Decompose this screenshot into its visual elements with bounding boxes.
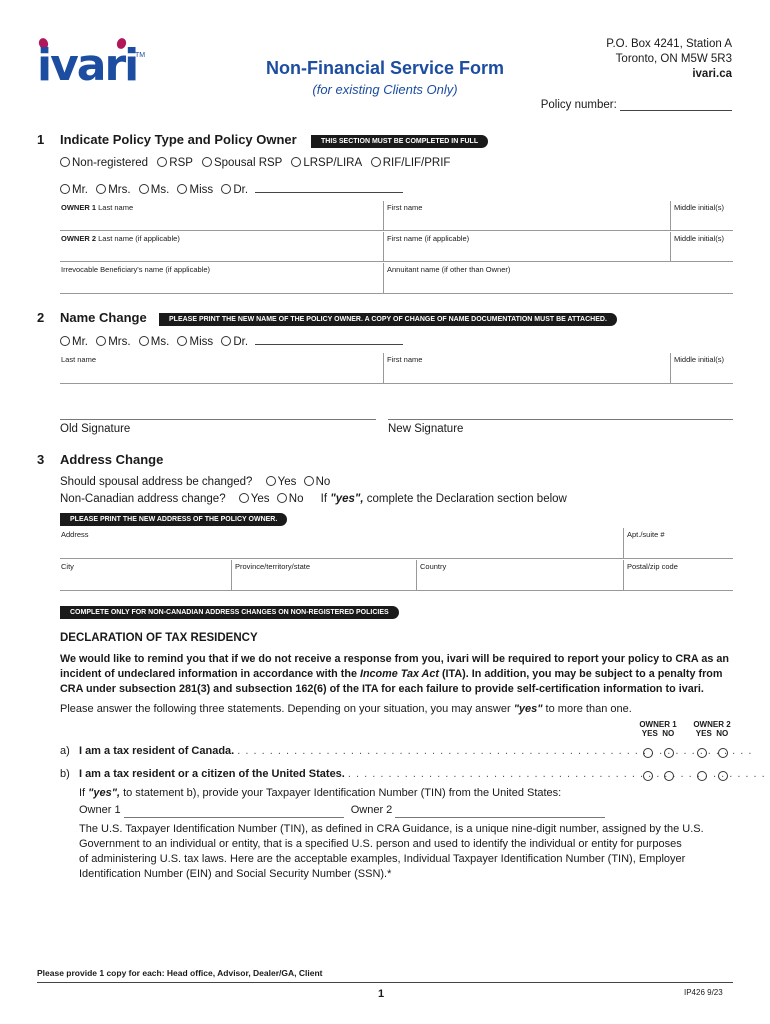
declaration-instruction	[60, 702, 632, 717]
option-label: Spousal RSP	[213, 157, 283, 169]
section2-number: 2	[37, 310, 45, 325]
owner2-row	[60, 232, 733, 262]
owner2-tin-input[interactable]	[395, 806, 605, 818]
field-label: Last name (if applicable)	[98, 234, 180, 243]
owner2-tin-label: Owner 2	[350, 804, 393, 816]
radio-ms[interactable]	[139, 336, 149, 346]
text-emphasis: "yes",	[88, 787, 121, 799]
text: (ITA). In addition, you may be subject to a penalty from	[438, 668, 723, 680]
radio-mrs[interactable]	[96, 184, 106, 194]
salutation-options-2	[60, 334, 403, 348]
new-middle-field[interactable]	[670, 353, 733, 383]
declaration-title: DECLARATION OF TAX RESIDENCY	[60, 632, 258, 644]
policy-type-options	[60, 157, 450, 169]
text: to statement b), provide your Taxpayer Identification Number (TIN) from the United States:	[120, 787, 562, 799]
text: to more than one.	[542, 703, 632, 715]
statement-label: a)	[60, 745, 70, 757]
tin-fields	[79, 803, 605, 818]
field-label: Irrevocable Beneficiary's name (if applicable)	[61, 265, 211, 274]
city-row	[60, 560, 733, 591]
section3-number: 3	[37, 452, 45, 467]
owner1-middle-field[interactable]	[670, 201, 733, 230]
option-label: RIF/LIF/PRIF	[382, 157, 451, 169]
mailing-address	[606, 37, 732, 82]
dr-other-input[interactable]	[255, 334, 403, 345]
owner1-column-header	[638, 720, 678, 738]
radio-b-owner1-no[interactable]	[664, 771, 674, 781]
field-label: Last name	[61, 355, 97, 364]
radio-b-owner1-yes[interactable]	[643, 771, 653, 781]
field-label: First name	[387, 203, 423, 212]
option-label: Miss	[189, 336, 214, 348]
address-field[interactable]	[60, 528, 623, 558]
owner2-header: OWNER 2	[693, 720, 731, 729]
option-label: Ms.	[150, 336, 170, 348]
owner2-last-name-field[interactable]	[60, 232, 383, 261]
field-label: First name (if applicable)	[387, 234, 470, 243]
owner1-header: OWNER 1	[639, 720, 677, 729]
option-label: Miss	[189, 184, 214, 196]
annuitant-field[interactable]	[383, 263, 733, 293]
address-line2: Toronto, ON M5W 5R3	[615, 53, 732, 65]
owner2-middle-field[interactable]	[670, 232, 733, 261]
field-label: Last name	[98, 203, 134, 212]
text: If	[79, 787, 89, 799]
owner2-label: OWNER 2	[61, 234, 97, 243]
new-name-row	[60, 353, 733, 384]
field-label: Annuitant name (if other than Owner)	[387, 265, 511, 274]
owner2-first-name-field[interactable]	[383, 232, 670, 261]
instruction-emphasis: "yes",	[330, 493, 364, 505]
ivari-logo	[37, 38, 147, 91]
tin-line: Identification Number (EIN) and Social Security Number (SSN).*	[79, 868, 392, 880]
owner1-tin-input[interactable]	[124, 806, 344, 818]
new-last-name-field[interactable]	[60, 353, 383, 383]
radio-ms[interactable]	[139, 184, 149, 194]
dot-leader: . . . . . . . . . . . . . . . . . . . . . . . . . . . . . . . . . . . . . . . . . . . . . . . . . . . . . . . . . . . . . . . .	[237, 745, 753, 757]
tin-instruction	[79, 786, 561, 801]
field-label: Country	[420, 562, 447, 571]
radio-noncan-no[interactable]	[277, 493, 287, 503]
field-label: First name	[387, 355, 423, 364]
radio-mr[interactable]	[60, 184, 70, 194]
radio-spousal-yes[interactable]	[266, 476, 276, 486]
form-subtitle: (for existing Clients Only)	[312, 82, 458, 97]
address-badge: PLEASE PRINT THE NEW ADDRESS OF THE POLICY OWNER.	[60, 513, 287, 526]
statement-b-radios	[643, 767, 730, 785]
address-row	[60, 528, 733, 559]
option-label: No	[315, 476, 331, 488]
option-label: Mr.	[72, 336, 88, 348]
radio-mr[interactable]	[60, 336, 70, 346]
new-first-name-field[interactable]	[383, 353, 670, 383]
owner1-last-name-field[interactable]	[60, 201, 383, 230]
section1-title: Indicate Policy Type and Policy Owner	[60, 132, 297, 147]
option-label: Mr.	[72, 184, 88, 196]
website: ivari.ca	[692, 68, 732, 80]
reminder-line: We would like to remind you that if we do not receive a response from you, ivari will be required to report your policy to CRA as an	[60, 653, 729, 665]
no-header: NO	[716, 729, 729, 738]
radio-dr[interactable]	[221, 184, 231, 194]
noncanadian-badge: COMPLETE ONLY FOR NON-CANADIAN ADDRESS CHANGES ON NON-REGISTERED POLICIES	[60, 606, 399, 619]
radio-spousal-rsp[interactable]	[202, 157, 212, 167]
policy-number-label: Policy number:	[540, 99, 617, 111]
radio-non-registered[interactable]	[60, 157, 70, 167]
radio-spousal-no[interactable]	[304, 476, 314, 486]
declaration-reminder	[60, 652, 740, 697]
beneficiary-field[interactable]	[60, 263, 383, 293]
radio-a-owner1-no[interactable]	[664, 748, 674, 758]
policy-number-field[interactable]	[541, 99, 732, 111]
section1-number: 1	[37, 132, 45, 147]
old-signature-label: Old Signature	[60, 423, 131, 435]
old-signature-line[interactable]	[60, 419, 376, 420]
field-label: Apt./suite #	[627, 530, 665, 539]
radio-rif-lif-prif[interactable]	[371, 157, 381, 167]
tin-line: Government to an individual or entity, that is a specified U.S. person and used to identify the individual or entity for purposes	[79, 838, 682, 850]
field-label: Middle initial(s)	[674, 203, 725, 212]
footer-rule	[37, 982, 733, 983]
question-label: Non-Canadian address change?	[60, 493, 226, 505]
page-number: 1	[378, 988, 385, 1000]
statement-b	[60, 768, 766, 780]
radio-dr[interactable]	[221, 336, 231, 346]
option-label: Ms.	[150, 184, 170, 196]
postal-field[interactable]	[623, 560, 733, 590]
form-code: IP426 9/23	[684, 988, 723, 997]
logo-text: ivari	[37, 40, 138, 91]
logo-trademark: TM	[135, 52, 146, 59]
yes-header: YES	[695, 729, 712, 738]
tin-line: of administering U.S. tax laws. Here are the acceptable examples, Individual Taxpayer Identification Number (TIN), Employer	[79, 853, 686, 865]
instruction-text: complete the Declaration section below	[363, 493, 567, 505]
statement-label: b)	[60, 768, 70, 780]
text: incident of undeclared information in accordance with the	[60, 668, 360, 680]
policy-number-input[interactable]	[620, 99, 732, 111]
field-label: Middle initial(s)	[674, 355, 725, 364]
section2-badge: PLEASE PRINT THE NEW NAME OF THE POLICY OWNER. A COPY OF CHANGE OF NAME DOCUMENTATION MUST BE ATTACHED.	[159, 313, 617, 326]
dr-other-input[interactable]	[255, 182, 403, 193]
section2-title: Name Change	[60, 310, 147, 325]
radio-a-owner2-yes[interactable]	[697, 748, 707, 758]
field-label: Province/territory/state	[235, 562, 311, 571]
radio-noncan-yes[interactable]	[239, 493, 249, 503]
noncanadian-question	[60, 493, 567, 505]
dot-leader: . . . . . . . . . . . . . . . . . . . . . . . . . . . . . . . . . . . . . . . . . . . . . . . . . . . .	[347, 768, 766, 780]
option-label: Non-registered	[72, 157, 149, 169]
section1-badge: THIS SECTION MUST BE COMPLETED IN FULL	[311, 135, 488, 148]
tin-explanation	[79, 822, 704, 882]
province-field[interactable]	[231, 560, 416, 590]
form-title: Non-Financial Service Form	[265, 58, 505, 78]
owner1-tin-label: Owner 1	[79, 804, 121, 816]
owner2-column-header	[692, 720, 732, 738]
city-field[interactable]	[60, 560, 231, 590]
option-label: Yes	[277, 476, 297, 488]
question-label: Should spousal address be changed?	[60, 476, 253, 488]
reminder-line	[60, 667, 740, 682]
radio-a-owner1-yes[interactable]	[643, 748, 653, 758]
radio-a-owner2-no[interactable]	[718, 748, 728, 758]
option-label: RSP	[169, 157, 193, 169]
beneficiary-row	[60, 263, 733, 294]
option-label: No	[288, 493, 304, 505]
radio-mrs[interactable]	[96, 336, 106, 346]
new-signature-line[interactable]	[388, 419, 733, 420]
owner1-first-name-field[interactable]	[383, 201, 670, 230]
option-label: Dr.	[233, 336, 249, 348]
apt-field[interactable]	[623, 528, 733, 558]
salutation-options-1	[60, 182, 403, 196]
field-label: City	[61, 562, 74, 571]
option-label: Dr.	[233, 184, 249, 196]
owner1-row	[60, 201, 733, 231]
field-label: Address	[61, 530, 89, 539]
field-label: Postal/zip code	[627, 562, 678, 571]
text-emphasis: "yes"	[513, 703, 543, 715]
field-label: Middle initial(s)	[674, 234, 725, 243]
text: Please answer the following three statements. Depending on your situation, you may answer	[60, 703, 514, 715]
radio-rsp[interactable]	[157, 157, 167, 167]
no-header: NO	[662, 729, 675, 738]
section3-title: Address Change	[60, 452, 164, 467]
copies-note: Please provide 1 copy for each: Head office, Advisor, Dealer/GA, Client	[37, 968, 323, 978]
reminder-line: CRA under subsection 281(3) and subsection 162(6) of the ITA for each failure to provide self-certification information to ivari.	[60, 683, 704, 695]
address-line1: P.O. Box 4241, Station A	[606, 38, 732, 50]
country-field[interactable]	[416, 560, 623, 590]
option-label: Mrs.	[108, 336, 131, 348]
instruction-text: If	[320, 493, 331, 505]
option-label: LRSP/LIRA	[303, 157, 362, 169]
new-signature-label: New Signature	[388, 423, 464, 435]
radio-b-owner2-yes[interactable]	[697, 771, 707, 781]
option-label: Yes	[250, 493, 270, 505]
tin-line: The U.S. Taxpayer Identification Number (TIN), as defined in CRA Guidance, is a unique nine-digit number, assigned by the U.S.	[79, 823, 704, 835]
radio-b-owner2-no[interactable]	[718, 771, 728, 781]
yes-header: YES	[641, 729, 658, 738]
statement-text: I am a tax resident or a citizen of the United States.	[78, 768, 345, 780]
radio-miss[interactable]	[177, 336, 187, 346]
radio-miss[interactable]	[177, 184, 187, 194]
text-italic: Income Tax Act	[359, 668, 439, 680]
radio-lrsp-lira[interactable]	[291, 157, 301, 167]
owner1-label: OWNER 1	[61, 203, 97, 212]
statement-text: I am a tax resident of Canada.	[78, 745, 235, 757]
statement-a-radios	[643, 744, 730, 762]
option-label: Mrs.	[108, 184, 131, 196]
spousal-question	[60, 476, 330, 488]
